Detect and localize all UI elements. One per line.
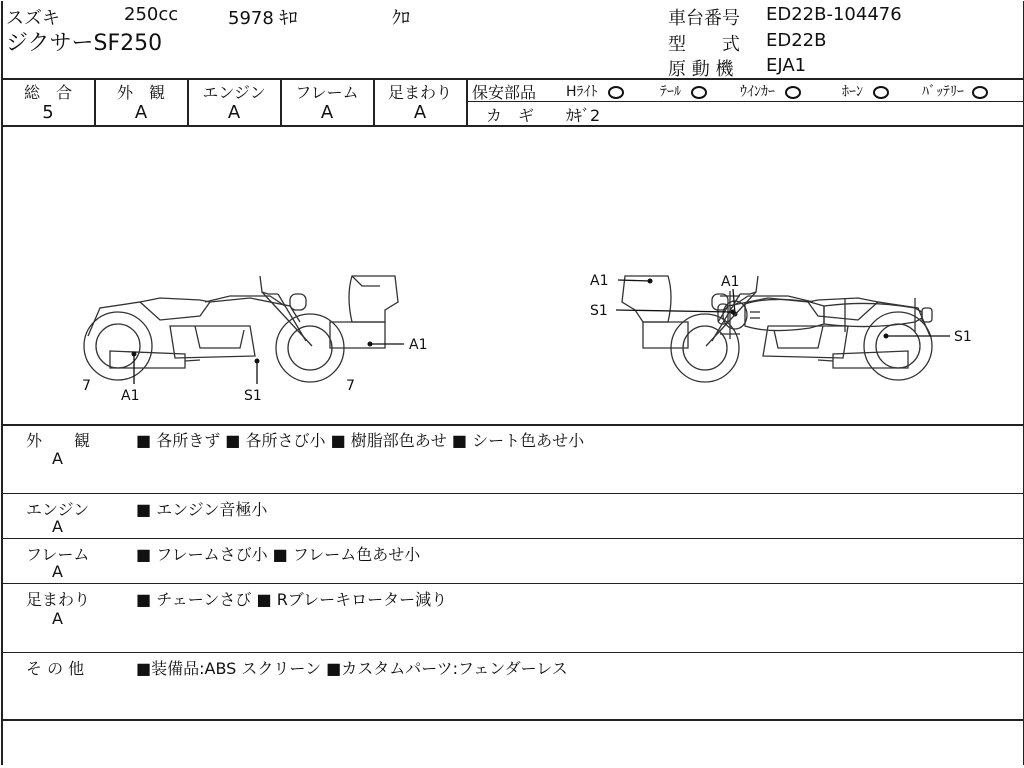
section-frame-text: ■ フレームさび小 ■ フレーム色あせ小 (136, 545, 421, 564)
frame-no-label: 車台番号 (668, 8, 740, 29)
left-side-bike (84, 276, 398, 382)
section-line-2 (1, 538, 1023, 539)
diagram-label-right-exhaust: S1 (954, 329, 972, 345)
safety-item-headlight (566, 81, 624, 101)
safety-label: 保安部品 (472, 83, 537, 102)
damage-diagram (0, 126, 1024, 426)
diagram-label-left-rear-wheel: 7 (82, 378, 91, 394)
section-line-5 (1, 719, 1023, 721)
diagram-label-right-rear-frame: S1 (590, 303, 608, 319)
grade-exterior-value: A (134, 102, 148, 123)
safety-item-label: ﾊﾞｯﾃﾘｰ (922, 84, 964, 100)
grade-suspension-value: A (413, 102, 427, 123)
section-other-text: ■装備品:ABS スクリーン ■カスタムパーツ:フェンダーレス (136, 659, 568, 678)
grade-exterior-label: 外 観 (116, 83, 165, 102)
status-circle-icon (972, 86, 988, 99)
diagram-label-top-tank: A1 (721, 274, 740, 290)
safety-item-battery (922, 81, 988, 101)
section-line-4 (1, 652, 1023, 653)
status-circle-icon (873, 86, 889, 99)
safety-item-tail (660, 81, 707, 101)
section-suspension-label: 足まわり (26, 590, 91, 609)
section-exterior-text: ■ 各所きず ■ 各所さび小 ■ 樹脂部色あせ ■ シート色あせ小 (136, 431, 585, 450)
grade-overall-value: 5 (42, 102, 54, 123)
grade-frame-value: A (320, 102, 334, 123)
section-engine-label: エンジン (26, 500, 90, 519)
grade-engine-label: エンジン (202, 83, 266, 102)
grade-engine-value: A (227, 102, 241, 123)
status-circle-icon (785, 86, 801, 99)
safety-item-horn (842, 81, 889, 101)
type-value: ED22B (766, 30, 827, 51)
section-line-0 (1, 424, 1023, 426)
diagram-label-left-front-wheel: 7 (346, 378, 355, 394)
maker: スズキ (6, 8, 60, 29)
grade-frame-label: フレーム (295, 83, 359, 102)
section-line-1 (1, 493, 1023, 494)
diagram-label-left-exhaust: A1 (121, 388, 140, 404)
section-exterior-label: 外 観 (26, 431, 91, 450)
color: ｸﾛ (392, 8, 410, 29)
section-frame-grade: A (52, 562, 63, 581)
frame-no: ED22B-104476 (766, 4, 902, 25)
section-exterior-grade: A (52, 449, 63, 468)
status-circle-icon (691, 86, 707, 99)
safety-item-label: Hﾗｲﾄ (566, 84, 598, 100)
safety-item-label: ﾃｰﾙ (660, 84, 681, 100)
diagram-label-left-seat: A1 (409, 337, 428, 353)
grade-overall-label: 総 合 (23, 83, 72, 102)
section-other-label: そ の 他 (26, 659, 85, 678)
status-circle-icon (608, 86, 624, 99)
type-label: 型 式 (668, 34, 740, 55)
safety-item-winker (740, 81, 801, 101)
mileage: 5978 ｷﾛ (228, 8, 298, 29)
key-label: カ ギ (486, 106, 535, 125)
model-name: ジクサーSF250 (6, 31, 163, 56)
safety-item-label: ｳｲﾝｶｰ (740, 84, 775, 100)
grade-suspension-label: 足まわり (387, 83, 452, 102)
safety-mid-line (467, 101, 1023, 102)
diagram-label-right-seat: A1 (590, 273, 609, 289)
section-line-3 (1, 583, 1023, 584)
displacement: 250cc (124, 4, 179, 25)
section-frame-label: フレーム (26, 545, 90, 564)
diagram-label-left-frame: S1 (244, 388, 262, 404)
section-engine-grade: A (52, 517, 63, 536)
key-value: ｶｷﾞ2 (566, 106, 601, 125)
grade-divider-5 (466, 78, 468, 125)
section-suspension-grade: A (52, 609, 63, 628)
section-engine-text: ■ エンジン音極小 (136, 500, 268, 519)
engine-label: 原 動 機 (668, 59, 734, 80)
section-suspension-text: ■ チェーンさび ■ Rブレーキローター減り (136, 590, 448, 609)
engine-value: EJA1 (766, 55, 807, 76)
right-side-bike (622, 276, 932, 382)
safety-item-label: ﾎｰﾝ (842, 84, 863, 100)
